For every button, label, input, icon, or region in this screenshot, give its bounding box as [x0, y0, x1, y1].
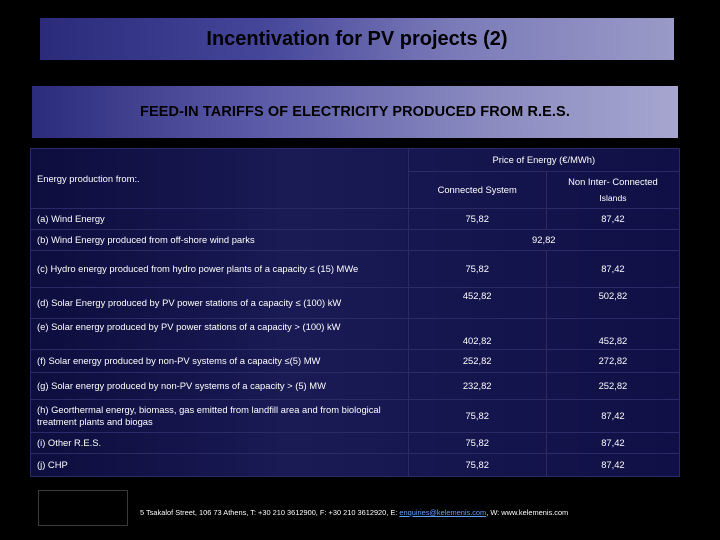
header-price: [408, 149, 679, 172]
table-row: [31, 288, 680, 319]
table-row: [31, 433, 680, 454]
row-source: (d) Solar Energy produced by PV power stations of a capacity ≤ (100) kW: [31, 288, 409, 319]
row-nonconnected-value: 452,82: [546, 319, 679, 350]
row-nonconnected-value: 87,42: [546, 400, 679, 433]
row-nonconnected-value: 252,82: [546, 373, 679, 400]
row-nonconnected-value: 87,42: [546, 251, 679, 288]
footer-website: , W: www.kelemenis.com: [486, 508, 569, 517]
row-merged-value: 92,82: [408, 230, 679, 251]
logo-placeholder: [38, 490, 128, 526]
row-connected-value: 232,82: [408, 373, 546, 400]
header-connected: [408, 172, 546, 209]
title-banner: [40, 18, 674, 60]
row-connected-value: 75,82: [408, 400, 546, 433]
row-source: (f) Solar energy produced by non-PV systems of a capacity ≤(5) MW: [31, 350, 409, 373]
header-source-label: Energy production from:.: [37, 172, 140, 184]
row-connected-value: 452,82: [408, 288, 546, 319]
table-row: [31, 350, 680, 373]
row-connected-value: 75,82: [408, 433, 546, 454]
header-connected-label: Connected System: [437, 184, 517, 195]
row-connected-value: 252,82: [408, 350, 546, 373]
row-source: (e) Solar energy produced by PV power stations of a capacity > (100) kW: [31, 319, 409, 350]
row-source: (g) Solar energy produced by non-PV systems of a capacity > (5) MW: [31, 373, 409, 400]
table-row: [31, 400, 680, 433]
table-row: [31, 251, 680, 288]
row-source: (a) Wind Energy: [31, 209, 409, 230]
table-row: [31, 373, 680, 400]
row-source: (i) Other R.E.S.: [31, 433, 409, 454]
row-connected-value: 402,82: [408, 319, 546, 350]
header-price-label: Price of Energy (€/MWh): [492, 154, 596, 165]
row-source: (h) Georthermal energy, biomass, gas emitted from landfill area and from biological treatment plants and biogas: [31, 400, 409, 433]
table-row: [31, 209, 680, 230]
header-nonconnected: [546, 172, 679, 209]
subtitle-banner: [32, 86, 678, 138]
table-row: [31, 454, 680, 477]
row-nonconnected-value: 502,82: [546, 288, 679, 319]
row-source: (j) CHP: [31, 454, 409, 477]
row-nonconnected-value: 272,82: [546, 350, 679, 373]
slide-title: Incentivation for PV projects (2): [206, 27, 508, 50]
header-nonconnected-label: Non Inter- Connected: [568, 176, 658, 187]
footer-address: 5 Tsakalof Street, 106 73 Athens, T: +30 210 3612900, F: +30 210 3612920, E:: [140, 508, 400, 517]
tariff-table: [30, 148, 680, 477]
table-header-row: [31, 149, 680, 172]
header-source: [31, 149, 409, 209]
footer-email-link[interactable]: enquiries@kelemenis.com: [399, 508, 487, 517]
row-source: (c) Hydro energy produced from hydro power plants of a capacity ≤ (15) MWe: [31, 251, 409, 288]
row-nonconnected-value: 87,42: [546, 433, 679, 454]
row-connected-value: 75,82: [408, 209, 546, 230]
row-connected-value: 75,82: [408, 454, 546, 477]
table-row: [31, 230, 680, 251]
slide-subtitle: FEED-IN TARIFFS OF ELECTRICITY PRODUCED FROM R.E.S.: [140, 104, 570, 120]
row-nonconnected-value: 87,42: [546, 454, 679, 477]
table-row: [31, 319, 680, 350]
row-connected-value: 75,82: [408, 251, 546, 288]
header-islands-label: Islands: [599, 193, 627, 203]
row-nonconnected-value: 87,42: [546, 209, 679, 230]
footer-contact: [140, 508, 568, 517]
row-source: (b) Wind Energy produced from off-shore wind parks: [31, 230, 409, 251]
